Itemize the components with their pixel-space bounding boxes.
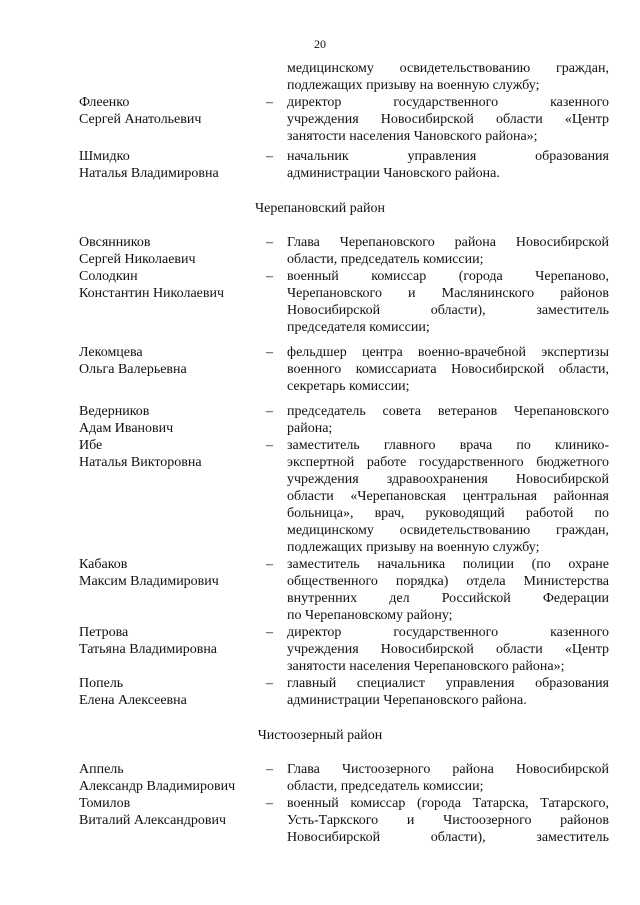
member-role: главный специалист управления образования администрации Черепановского района. xyxy=(287,676,609,708)
member-name: Ибе Наталья Викторовна xyxy=(79,438,202,470)
member-name: Томилов Виталий Александрович xyxy=(79,796,227,828)
member-entry xyxy=(0,234,640,268)
member-entry xyxy=(0,148,640,182)
dash: – xyxy=(266,625,273,640)
member-role: фельдшер центра военно-врачебной экспертизы военного комиссариата Новосибирской области, секретарь комиссии; xyxy=(287,345,609,394)
member-name: Лекомцева Ольга Валерьевна xyxy=(79,345,187,377)
section-heading: Чистоозерный район xyxy=(257,728,383,743)
member-role: директор государственного казенного учреждения Новосибирской области «Центр занятости населения Чановского района»; xyxy=(287,95,609,144)
member-name: Овсянников Сергей Николаевич xyxy=(79,235,196,267)
dash: – xyxy=(266,676,273,691)
member-name: Кабаков Максим Владимирович xyxy=(79,557,219,589)
member-entry xyxy=(0,437,640,556)
member-entry xyxy=(0,268,640,336)
document-body xyxy=(0,60,640,846)
member-name: Аппель Александр Владимирович xyxy=(79,762,236,794)
member-role: заместитель главного врача по клинико- экспертной работе государственного бюджетного учреждения здравоохранения Новосибирской области «Черепановская центральная районная больница», врач, руководящий работой по медицинскому освидетельствованию граждан, подлежащих призыву на военную службу; xyxy=(287,438,609,555)
member-entry xyxy=(0,344,640,395)
member-entry xyxy=(0,624,640,675)
dash: – xyxy=(266,438,273,453)
member-name: Флеенко Сергей Анатольевич xyxy=(79,95,202,127)
member-name: Ведерников Адам Иванович xyxy=(79,404,174,436)
dash: – xyxy=(266,269,273,284)
dash: – xyxy=(266,404,273,419)
member-name: Попель Елена Алексеевна xyxy=(79,676,187,708)
member-role: Глава Чистоозерного района Новосибирской области, председатель комиссии; xyxy=(287,762,609,794)
page-number: 20 xyxy=(314,37,326,51)
member-entry xyxy=(0,556,640,624)
member-role: военный комиссар (города Татарска, Татарского, Усть-Таркского и Чистоозерного районов Новосибирской области), заместитель xyxy=(287,796,609,845)
dash: – xyxy=(266,235,273,250)
dash: – xyxy=(266,762,273,777)
member-entry xyxy=(0,403,640,437)
member-entry xyxy=(0,94,640,145)
dash: – xyxy=(266,149,273,164)
member-name: Петрова Татьяна Владимировна xyxy=(79,625,218,657)
member-role: председатель совета ветеранов Черепановского района; xyxy=(287,404,609,436)
member-name: Солодкин Константин Николаевич xyxy=(79,269,225,301)
section-heading: Черепановский район xyxy=(255,201,385,216)
continuation-entry xyxy=(0,60,640,94)
member-role: военный комиссар (города Черепаново, Черепановского и Маслянинского районов Новосибирской области), заместитель председателя комиссии; xyxy=(287,269,609,335)
member-name: Шмидко Наталья Владимировна xyxy=(79,149,219,181)
dash: – xyxy=(266,557,273,572)
text-line: подлежащих призыву на военную службу; xyxy=(287,78,540,93)
member-role: директор государственного казенного учреждения Новосибирской области «Центр занятости населения Черепановского района»; xyxy=(287,625,609,674)
member-entry xyxy=(0,795,640,846)
member-entry xyxy=(0,761,640,795)
continuation-text xyxy=(287,60,609,94)
text-line: медицинскому освидетельствованию граждан, xyxy=(287,61,609,76)
member-role: Глава Черепановского района Новосибирской области, председатель комиссии; xyxy=(287,235,609,267)
dash: – xyxy=(266,345,273,360)
member-role: заместитель начальника полиции (по охране общественного порядка) отдела Министерства внутренних дел Российской Федерации по Черепановскому району; xyxy=(287,557,609,623)
member-entry xyxy=(0,675,640,709)
dash: – xyxy=(266,796,273,811)
member-role: начальник управления образования администрации Чановского района. xyxy=(287,149,609,181)
dash: – xyxy=(266,95,273,110)
